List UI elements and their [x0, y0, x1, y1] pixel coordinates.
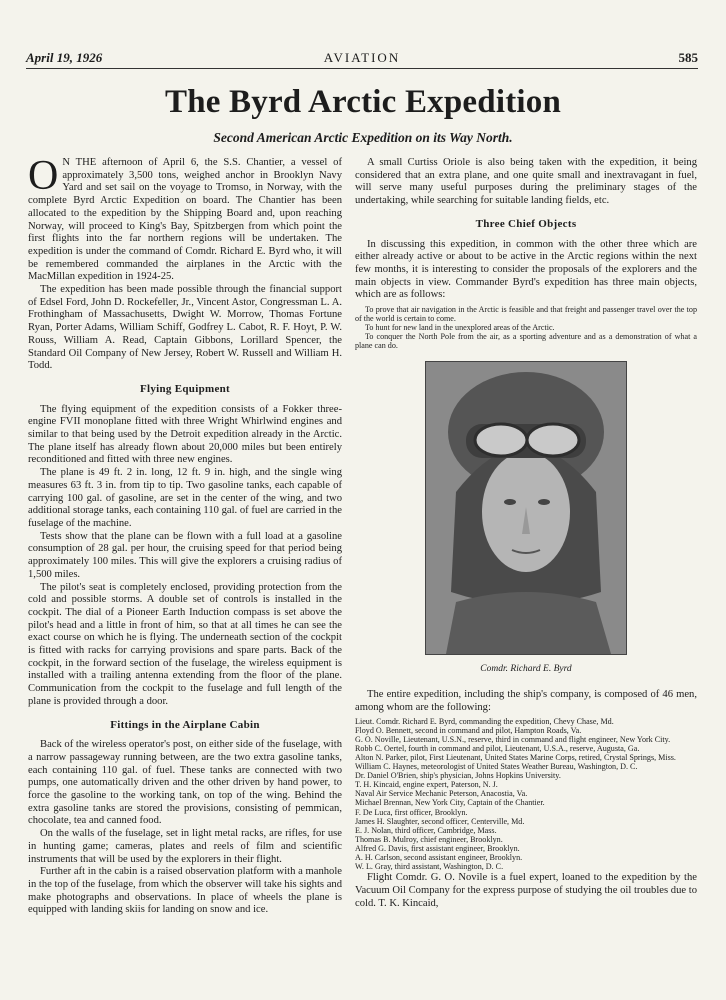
fittings-paragraph-1: Back of the wireless operator's post, on either side of the fuselage, with a narrow passageway running between, are the two extra gasoline tanks, each containing 110 gal. of fuel. These tanks are connected with two pumps, one automatically driven and the other driven by hand power, to force the gasoline to the working tank, on top of the wing. Behind the extra gasoline tanks are stored the provisions, consisting of pemmican, chocolate, tea and canned food.	[28, 739, 342, 827]
photo-caption: Comdr. Richard E. Byrd	[480, 663, 572, 674]
roster-item: A. H. Carlson, second assistant engineer, Brooklyn.	[355, 853, 523, 863]
roster-item: E. J. Nolan, third officer, Cambridge, Mass.	[355, 825, 497, 835]
roster-item: James H. Slaughter, second officer, Centerville, Md.	[355, 816, 525, 826]
article-subtitle: Second American Arctic Expedition on its Way North.	[213, 130, 513, 145]
objects-list-item: To conquer the North Pole from the air, as a sporting adventure and as a demonstration of what a plane can do.	[355, 332, 697, 351]
objects-list	[355, 305, 697, 350]
flying-paragraph-1: The flying equipment of the expedition consists of a Fokker three-engine FVII monoplane fitted with three Wright Whirlwind engines and similar to that being used by the Detroit expedition already in the Arctic. The plane itself has already flown about 20,000 miles but been entirely reconditioned and fitted with three new engines.	[28, 403, 342, 466]
roster-item: Floyd O. Bennett, second in command and pilot, Hampton Roads, Va.	[355, 725, 582, 735]
roster-item: T. H. Kincaid, engine expert, Paterson, N. J.	[355, 780, 498, 790]
section-heading-fittings: Fittings in the Airplane Cabin	[110, 718, 260, 731]
portrait-photo	[425, 361, 627, 655]
header-rule	[26, 68, 698, 69]
flying-paragraph-4: The pilot's seat is completely enclosed, providing protection from the cold and possible storms. A double set of controls is installed in the cockpit. The dial of a Pioneer Earth Induction compass is set above the pilot's head and a little in front of him, so that at all times he can see the exact course on which he is flying. The underneath section of the cockpit is fitted with racks for carrying provisions and spare parts. Back of the cockpit, in the forward section of the fuselage, the wireless equipment is installed with a trailing antenna extending from the floor of the plane. Communication from the cockpit to the fuselage and full length of the plane is provided through a door.	[28, 581, 342, 707]
page-number: 585	[678, 50, 698, 65]
fittings-paragraph-3: Further aft in the cabin is a raised observation platform with a manhole in the top of the fuselage, from which the observer will take his sights and make photographs and observations. In place of wheels the plane is equipped with landing skiis for landing on snow and ice.	[28, 866, 342, 916]
noville-paragraph: Flight Comdr. G. O. Novile is a fuel expert, loaned to the expedition by the Vacuum Oil Company for the express purpose of studying the oil troubles due to cold. T. K. Kincaid,	[355, 872, 697, 909]
objects-list-item: To prove that air navigation in the Arctic is feasible and that freight and passenger travel over the top of the world is certain to come.	[355, 305, 697, 324]
roster-item: Dr. Daniel O'Brien, ship's physician, Johns Hopkins University.	[355, 771, 561, 781]
roster-item: Lieut. Comdr. Richard E. Byrd, commanding the expedition, Chevy Chase, Md.	[355, 716, 614, 726]
issue-date: April 19, 1926	[26, 50, 103, 65]
roster-item: Robb C. Oertel, fourth in command and pilot, Lieutenant, U.S.A., reserve, Augusta, Ga.	[355, 743, 640, 753]
sponsors-paragraph: The expedition has been made possible through the financial support of Edsel Ford, John D. Rockefeller, Jr., Vincent Astor, Congressman L. A. Frothingham of Massachusetts, Dwight W. Morrow, Thomas Fortune Ryan, Porter Adams, William Schiff, Godfrey L. Cabot, R. F. Hoyt, P. W. Rouss, William A. Read, Captain Gibbons, Lorillard Spencer, the Standard Oil Company of New Jersey, Robert W. Russell and William H. Todd.	[28, 284, 342, 372]
roster-item: Alton N. Parker, pilot, First Lieutenant, United States Marine Corps, retired, Crystal Springs, Miss.	[355, 752, 676, 762]
roster-item: William C. Haynes, meteorologist of United States Weather Bureau, Washington, D. C.	[355, 762, 638, 772]
drop-cap: O	[28, 153, 59, 199]
portrait-illustration	[426, 362, 626, 654]
oriole-paragraph: A small Curtiss Oriole is also being taken with the expedition, it being considered that an extra plane, and one quite small and inextravagant in fuel, will serve many useful purposes during the preliminary stages of the undertaking, while searching for suitable landing fields, etc.	[355, 157, 697, 207]
roster-intro-paragraph: The entire expedition, including the ship's company, is composed of 46 men, among whom are the following:	[355, 689, 697, 713]
article-title: The Byrd Arctic Expedition	[164, 84, 562, 120]
roster-item: F. De Luca, first officer, Brooklyn.	[355, 807, 468, 817]
fittings-paragraph-2: On the walls of the fuselage, set in light metal racks, are rifles, for use in hunting game; cameras, plates and reels of film and scientific instruments that will be used by the explorers in their flight.	[28, 828, 342, 865]
expedition-roster	[355, 717, 697, 872]
roster-item: Naval Air Service Mechanic Peterson, Anacostia, Va.	[355, 789, 528, 799]
section-heading-flying-equipment: Flying Equipment	[139, 382, 231, 395]
section-heading-three-chief-objects: Three Chief Objects	[475, 217, 577, 230]
intro-paragraph: O N THE afternoon of April 6, the S.S. Chantier, a vessel of approximately 3,500 tons, weighed anchor in Brooklyn Navy Yard and set sail on the voyage to Tromso, in Norway, with the complete Byrd Arctic Expedition on board. The Chantier has been allocated to the expedition by the Shipping Board and, upon reaching Norway, will proceed to King's Bay, Spitzbergen from which point the first flights into the far northern regions will be undertaken. The expedition is under the command of Comdr. Richard E. Byrd who, it will be remembered commanded the airplanes in the Arctic with the MacMillan expedition in 1924-25.	[28, 153, 342, 283]
roster-item: W. L. Gray, third assistant, Washington, D. C.	[355, 862, 504, 872]
left-column	[28, 153, 342, 917]
flying-paragraph-2: The plane is 49 ft. 2 in. long, 12 ft. 9 in. high, and the single wing measures 63 ft. 3 in. from tip to tip. Two gasoline tanks, each capable of carrying 100 gal. of gasoline, are set in the center of the wing, and two additional storage tanks, each containing 110 gal. of fuel are carried in the fuselage of the machine.	[28, 467, 342, 529]
magazine-name: AVIATION	[323, 50, 401, 65]
flying-paragraph-3: Tests show that the plane can be flown with a full load at a gasoline consumption of 28 gal. per hour, the cruising speed for that period being approximately 100 miles. This will give the explorers a cruising radius of 1,500 miles.	[28, 530, 342, 580]
roster-item: G. O. Noville, Lieutenant, U.S.N., reserve, third in command and flight engineer, New York City.	[355, 734, 671, 744]
running-header	[26, 50, 698, 66]
roster-item: Thomas B. Mulroy, chief engineer, Brooklyn.	[355, 834, 503, 844]
objects-intro-paragraph: In discussing this expedition, in common with the other three which are either already active or about to be active in the Arctic regions within the next few months, it is interesting to consider the proposals of the explorers and the main objects in view. Commander Byrd's expedition has three main objects, which are as follows:	[355, 238, 697, 301]
objects-list-item: To hunt for new land in the unexplored areas of the Arctic.	[365, 323, 555, 333]
roster-item: Michael Brennan, New York City, Captain of the Chantier.	[355, 798, 545, 808]
roster-item: Alfred G. Davis, first assistant engineer, Brooklyn.	[355, 843, 520, 853]
right-column	[355, 157, 697, 910]
